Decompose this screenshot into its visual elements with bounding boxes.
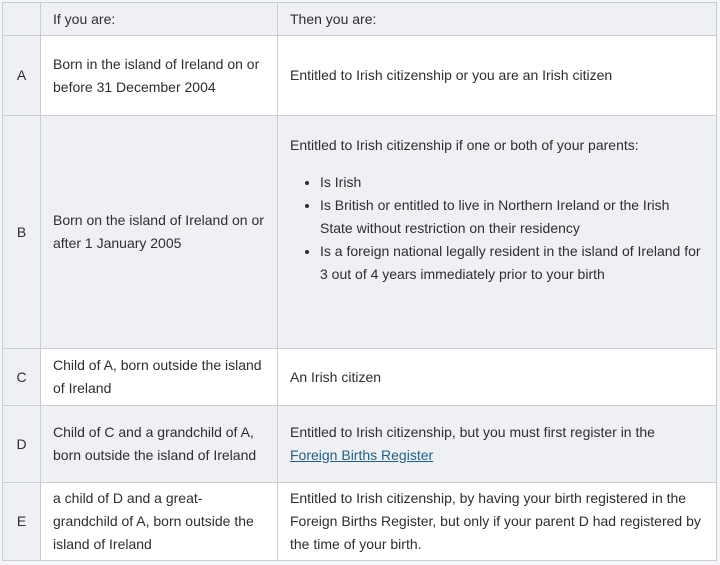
row-d-condition: Child of C and a grandchild of A, born outside the island of Ireland: [53, 424, 257, 463]
foreign-births-register-link[interactable]: Foreign Births Register: [290, 447, 434, 463]
row-d-condition-cell: [41, 406, 278, 483]
row-a-result-cell: [278, 36, 716, 116]
row-b-condition-cell: [41, 116, 278, 349]
row-e-id-cell: [3, 483, 41, 560]
row-c-id-cell: [3, 349, 41, 406]
row-e-id: E: [16, 513, 27, 529]
citizenship-table: [2, 2, 717, 561]
row-c-result-cell: [278, 349, 716, 406]
row-e-result: Entitled to Irish citizenship, by having your birth registered in the Foreign Births Register, but only if your parent D had registered by the time of your birth.: [290, 490, 701, 552]
row-a-id-cell: [3, 36, 41, 116]
header-condition-label: If you are:: [53, 10, 116, 27]
row-b-result-intro: Entitled to Irish citizenship if one or both of your parents:: [290, 137, 639, 153]
row-b-parent-conditions-list: [290, 171, 704, 286]
row-e-result-cell: [278, 483, 716, 560]
row-b-id: B: [16, 223, 27, 240]
row-d-result-text: Entitled to Irish citizenship, but you must first register in the: [290, 424, 655, 440]
row-c-result: An Irish citizen: [290, 368, 382, 385]
row-a-condition-cell: [41, 36, 278, 116]
row-d-result: [290, 421, 655, 467]
list-item: • Is British or entitled to live in Northern Ireland or the Irish State without restriction on their residency: [320, 194, 704, 240]
header-index-cell: [3, 3, 41, 36]
row-a-id: A: [16, 67, 27, 83]
row-a-condition: Born in the island of Ireland on or before 31 December 2004: [53, 55, 260, 95]
row-a-result: Entitled to Irish citizenship or you are an Irish citizen: [290, 67, 613, 83]
list-item: • Is a foreign national legally resident in the island of Ireland for 3 out of 4 years immediately prior to your birth: [320, 240, 704, 286]
row-c-id: C: [16, 368, 27, 385]
header-condition-cell: [41, 3, 278, 36]
header-result-label: Then you are:: [290, 10, 377, 27]
row-b-result: [290, 134, 704, 286]
row-c-condition: Child of A, born outside the island of Ireland: [53, 357, 262, 396]
list-item: • Is Irish: [320, 171, 704, 194]
row-d-result-cell: [278, 406, 716, 483]
row-c-condition-cell: [41, 349, 278, 406]
header-result-cell: [278, 3, 716, 36]
row-e-condition: a child of D and a great-grandchild of A, born outside the island of Ireland: [53, 490, 254, 552]
row-b-result-cell: [278, 116, 716, 349]
row-b-condition: Born on the island of Ireland on or after 1 January 2005: [53, 212, 264, 251]
row-d-id: D: [16, 435, 27, 452]
row-b-id-cell: [3, 116, 41, 349]
row-e-condition-cell: [41, 483, 278, 560]
row-d-id-cell: [3, 406, 41, 483]
